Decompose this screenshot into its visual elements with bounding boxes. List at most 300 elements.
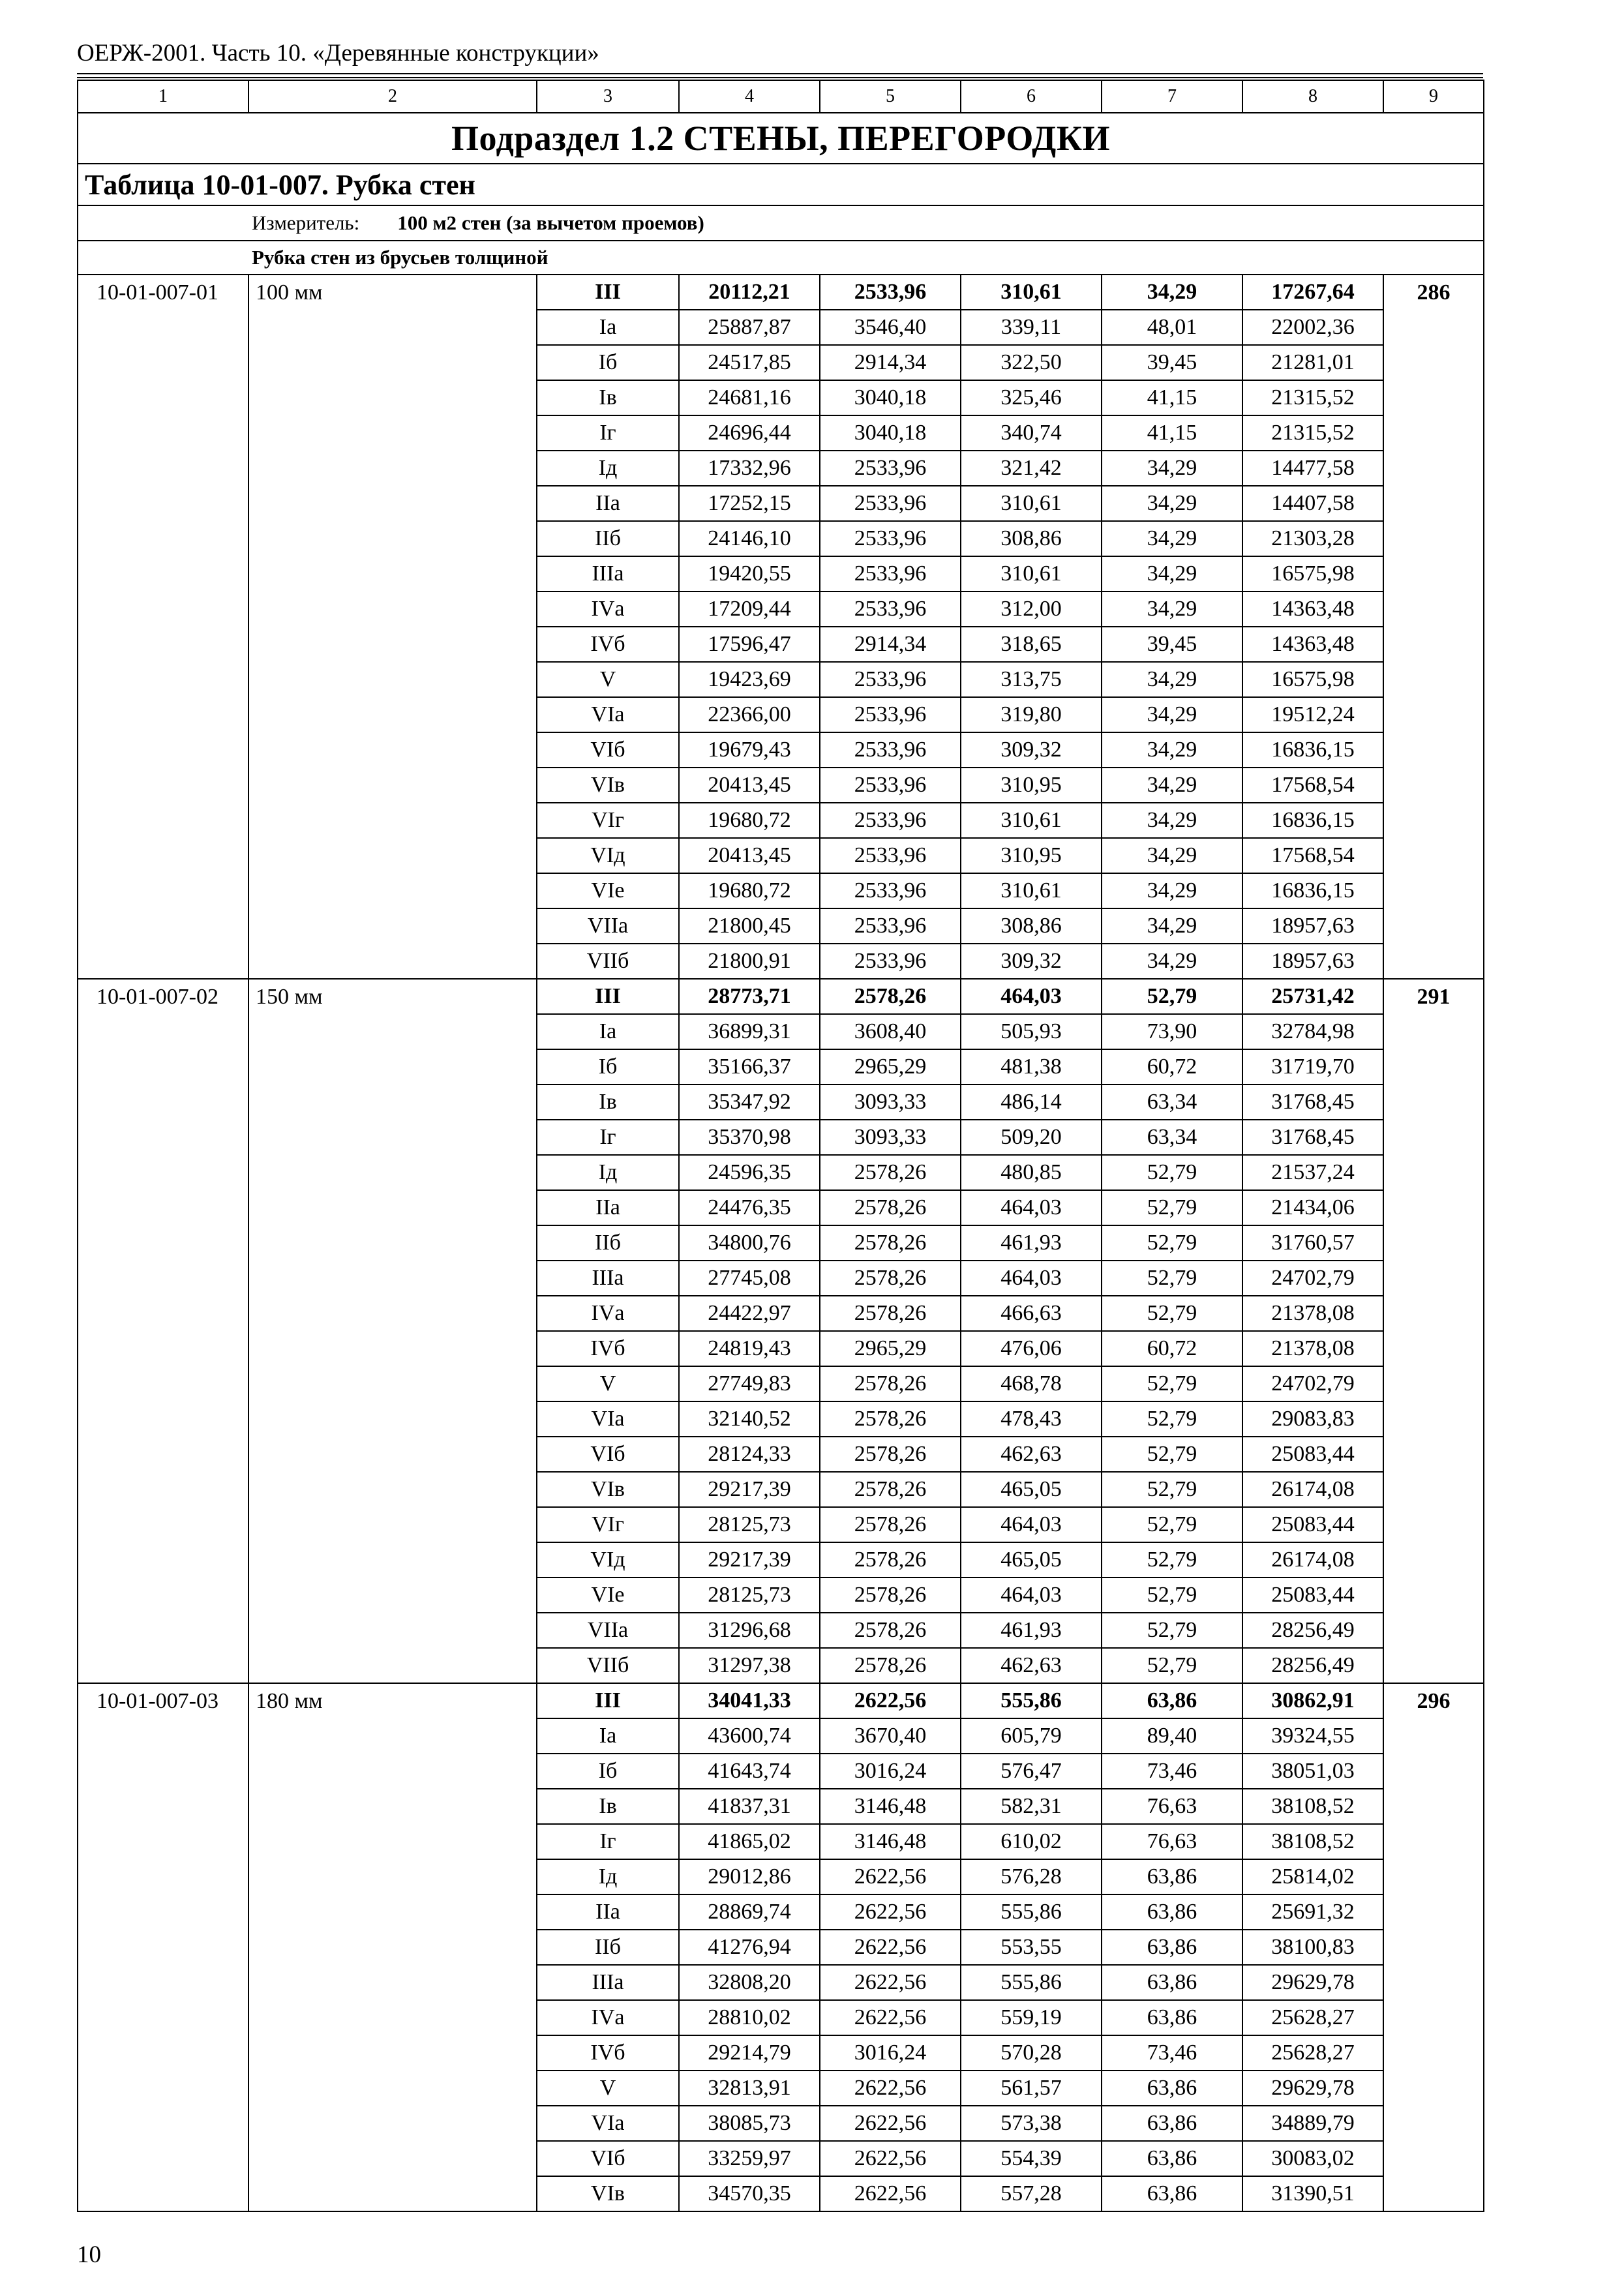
value-col8: 17568,54	[1242, 838, 1383, 873]
value-col4: 20413,45	[679, 768, 820, 803]
measure-row	[78, 205, 1484, 241]
value-col8: 25628,27	[1242, 2000, 1383, 2035]
zone-label: Iг	[537, 1120, 679, 1155]
beam-thickness: 100 мм	[248, 275, 537, 979]
value-col6: 476,06	[961, 1331, 1102, 1366]
value-col7: 34,29	[1102, 803, 1242, 838]
value-col8: 25083,44	[1242, 1507, 1383, 1542]
value-col7: 34,29	[1102, 697, 1242, 732]
value-col6: 310,61	[961, 803, 1102, 838]
zone-label: VIв	[537, 1472, 679, 1507]
value-col7: 73,90	[1102, 1014, 1242, 1049]
zone-label: VIд	[537, 1542, 679, 1578]
value-col8: 16575,98	[1242, 556, 1383, 591]
zone-label: IVа	[537, 1296, 679, 1331]
table-row	[78, 979, 1484, 1014]
value-col6: 462,63	[961, 1648, 1102, 1683]
value-col5: 3670,40	[820, 1718, 961, 1754]
value-col6: 310,95	[961, 838, 1102, 873]
value-col4: 19420,55	[679, 556, 820, 591]
value-col7: 52,79	[1102, 1613, 1242, 1648]
table-row	[78, 1683, 1484, 1718]
subheading: Рубка стен из брусьев толщиной	[78, 241, 1484, 275]
value-col5: 2914,34	[820, 345, 961, 380]
zone-label: VIа	[537, 697, 679, 732]
value-col8: 31719,70	[1242, 1049, 1383, 1085]
value-col5: 2578,26	[820, 1225, 961, 1261]
value-col6: 576,28	[961, 1859, 1102, 1894]
value-col6: 486,14	[961, 1085, 1102, 1120]
value-col8: 29629,78	[1242, 2071, 1383, 2106]
value-col6: 505,93	[961, 1014, 1102, 1049]
value-col5: 2622,56	[820, 2071, 961, 2106]
value-col6: 576,47	[961, 1754, 1102, 1789]
value-col8: 17568,54	[1242, 768, 1383, 803]
zone-label: VIIа	[537, 908, 679, 944]
zone-label: III	[537, 979, 679, 1014]
value-col5: 2578,26	[820, 1437, 961, 1472]
value-col6: 464,03	[961, 1578, 1102, 1613]
value-col7: 34,29	[1102, 591, 1242, 627]
value-col5: 3146,48	[820, 1824, 961, 1859]
zone-label: Iа	[537, 310, 679, 345]
value-col4: 24819,43	[679, 1331, 820, 1366]
value-col6: 339,11	[961, 310, 1102, 345]
value-col8: 21537,24	[1242, 1155, 1383, 1190]
value-col7: 34,29	[1102, 662, 1242, 697]
value-col4: 28125,73	[679, 1578, 820, 1613]
value-col6: 322,50	[961, 345, 1102, 380]
value-col8: 31390,51	[1242, 2176, 1383, 2211]
value-col4: 25887,87	[679, 310, 820, 345]
beam-thickness: 150 мм	[248, 979, 537, 1683]
zone-label: III	[537, 1683, 679, 1718]
value-col8: 14363,48	[1242, 591, 1383, 627]
column-number: 8	[1242, 80, 1383, 113]
zone-label: V	[537, 662, 679, 697]
value-col6: 464,03	[961, 1190, 1102, 1225]
value-col6: 481,38	[961, 1049, 1102, 1085]
value-col5: 2965,29	[820, 1331, 961, 1366]
value-col4: 32813,91	[679, 2071, 820, 2106]
value-col7: 34,29	[1102, 908, 1242, 944]
value-col7: 41,15	[1102, 380, 1242, 415]
value-col7: 63,86	[1102, 1894, 1242, 1930]
zone-label: VIг	[537, 803, 679, 838]
value-col6: 464,03	[961, 1507, 1102, 1542]
value-col4: 34800,76	[679, 1225, 820, 1261]
value-col4: 24146,10	[679, 521, 820, 556]
value-col7: 34,29	[1102, 275, 1242, 310]
column-number: 9	[1383, 80, 1484, 113]
value-col7: 52,79	[1102, 1472, 1242, 1507]
section-title-row	[78, 113, 1484, 164]
column-number-row	[78, 80, 1484, 113]
value-col7: 63,86	[1102, 2000, 1242, 2035]
value-col6: 340,74	[961, 415, 1102, 451]
value-col4: 35370,98	[679, 1120, 820, 1155]
value-col7: 52,79	[1102, 979, 1242, 1014]
value-col6: 570,28	[961, 2035, 1102, 2071]
value-col4: 38085,73	[679, 2106, 820, 2141]
value-col7: 34,29	[1102, 556, 1242, 591]
zone-label: Iд	[537, 1155, 679, 1190]
value-col4: 32808,20	[679, 1965, 820, 2000]
zone-label: VIб	[537, 2141, 679, 2176]
zone-label: IIб	[537, 521, 679, 556]
value-col4: 28810,02	[679, 2000, 820, 2035]
value-col4: 41276,94	[679, 1930, 820, 1965]
rate-code: 10-01-007-01	[78, 275, 248, 979]
value-col8: 22002,36	[1242, 310, 1383, 345]
column-number: 2	[248, 80, 537, 113]
value-col6: 308,86	[961, 908, 1102, 944]
value-col5: 2533,96	[820, 591, 961, 627]
value-col8: 26174,08	[1242, 1542, 1383, 1578]
value-col6: 461,93	[961, 1225, 1102, 1261]
zone-label: VIг	[537, 1507, 679, 1542]
value-col8: 32784,98	[1242, 1014, 1383, 1049]
column-number: 7	[1102, 80, 1242, 113]
value-col8: 24702,79	[1242, 1366, 1383, 1401]
value-col4: 43600,74	[679, 1718, 820, 1754]
value-col5: 2533,96	[820, 275, 961, 310]
value-col7: 63,86	[1102, 2106, 1242, 2141]
zone-label: Iд	[537, 1859, 679, 1894]
value-col6: 509,20	[961, 1120, 1102, 1155]
zone-label: IVа	[537, 2000, 679, 2035]
value-col6: 465,05	[961, 1472, 1102, 1507]
value-col4: 28125,73	[679, 1507, 820, 1542]
value-col8: 30862,91	[1242, 1683, 1383, 1718]
value-col4: 35166,37	[679, 1049, 820, 1085]
value-col4: 33259,97	[679, 2141, 820, 2176]
zone-label: IIIа	[537, 1965, 679, 2000]
value-col7: 34,29	[1102, 768, 1242, 803]
zone-label: Iб	[537, 1049, 679, 1085]
value-col5: 2533,96	[820, 944, 961, 979]
value-col6: 554,39	[961, 2141, 1102, 2176]
value-col8: 25691,32	[1242, 1894, 1383, 1930]
beam-thickness: 180 мм	[248, 1683, 537, 2211]
value-col6: 461,93	[961, 1613, 1102, 1648]
document-header-title: ОЕРЖ-2001. Часть 10. «Деревянные конструкции»	[77, 40, 599, 67]
value-col8: 24702,79	[1242, 1261, 1383, 1296]
zone-label: Iв	[537, 1789, 679, 1824]
value-col4: 21800,91	[679, 944, 820, 979]
zone-label: IVа	[537, 591, 679, 627]
value-col8: 21315,52	[1242, 380, 1383, 415]
value-col5: 2578,26	[820, 1296, 961, 1331]
value-col6: 561,57	[961, 2071, 1102, 2106]
value-col5: 3040,18	[820, 380, 961, 415]
value-col7: 52,79	[1102, 1437, 1242, 1472]
page-number: 10	[77, 2241, 101, 2268]
value-col7: 63,86	[1102, 1859, 1242, 1894]
value-col8: 14407,58	[1242, 486, 1383, 521]
value-col4: 20413,45	[679, 838, 820, 873]
header-rule	[77, 73, 1483, 74]
value-col8: 38100,83	[1242, 1930, 1383, 1965]
value-col4: 17252,15	[679, 486, 820, 521]
value-col4: 41865,02	[679, 1824, 820, 1859]
value-col6: 555,86	[961, 1894, 1102, 1930]
value-col7: 41,15	[1102, 415, 1242, 451]
value-col8: 31768,45	[1242, 1085, 1383, 1120]
value-col6: 321,42	[961, 451, 1102, 486]
value-col8: 21434,06	[1242, 1190, 1383, 1225]
value-col4: 19423,69	[679, 662, 820, 697]
zone-label: VIIб	[537, 1648, 679, 1683]
zone-label: IIIа	[537, 556, 679, 591]
value-col6: 466,63	[961, 1296, 1102, 1331]
value-col7: 52,79	[1102, 1296, 1242, 1331]
zone-label: IIб	[537, 1930, 679, 1965]
value-col7: 39,45	[1102, 627, 1242, 662]
header-rule-secondary	[77, 77, 1483, 78]
value-col5: 3093,33	[820, 1085, 961, 1120]
value-col5: 2578,26	[820, 1472, 961, 1507]
value-col8: 25814,02	[1242, 1859, 1383, 1894]
value-col5: 2533,96	[820, 873, 961, 908]
zone-label: Iд	[537, 451, 679, 486]
value-col5: 2622,56	[820, 2000, 961, 2035]
zone-label: VIб	[537, 732, 679, 768]
value-col4: 24696,44	[679, 415, 820, 451]
table-title: Таблица 10-01-007. Рубка стен	[78, 164, 1484, 205]
value-col5: 2533,96	[820, 451, 961, 486]
value-col7: 76,63	[1102, 1824, 1242, 1859]
value-col4: 21800,45	[679, 908, 820, 944]
value-col5: 2578,26	[820, 1155, 961, 1190]
column-number: 4	[679, 80, 820, 113]
zone-label: IIа	[537, 1190, 679, 1225]
value-col8: 31768,45	[1242, 1120, 1383, 1155]
zone-label: Iб	[537, 345, 679, 380]
value-col4: 24422,97	[679, 1296, 820, 1331]
value-col5: 2578,26	[820, 1366, 961, 1401]
rate-code: 10-01-007-02	[78, 979, 248, 1683]
value-col4: 19680,72	[679, 873, 820, 908]
value-col5: 2622,56	[820, 1894, 961, 1930]
zone-label: VIе	[537, 1578, 679, 1613]
value-col4: 24476,35	[679, 1190, 820, 1225]
value-col8: 29083,83	[1242, 1401, 1383, 1437]
value-col5: 2622,56	[820, 1965, 961, 2000]
value-col6: 480,85	[961, 1155, 1102, 1190]
zone-label: VIд	[537, 838, 679, 873]
value-col4: 17596,47	[679, 627, 820, 662]
value-col4: 19679,43	[679, 732, 820, 768]
value-col8: 28256,49	[1242, 1613, 1383, 1648]
value-col5: 2578,26	[820, 1401, 961, 1437]
value-col5: 2533,96	[820, 662, 961, 697]
value-col4: 31296,68	[679, 1613, 820, 1648]
value-col7: 52,79	[1102, 1155, 1242, 1190]
value-col7: 63,86	[1102, 1965, 1242, 2000]
measure-value: 100 м2 стен (за вычетом проемов)	[397, 211, 704, 234]
table-title-row	[78, 164, 1484, 205]
value-col7: 34,29	[1102, 451, 1242, 486]
value-col7: 60,72	[1102, 1049, 1242, 1085]
zone-label: V	[537, 1366, 679, 1401]
value-col6: 468,78	[961, 1366, 1102, 1401]
value-col4: 32140,52	[679, 1401, 820, 1437]
zone-label: VIе	[537, 873, 679, 908]
value-col6: 308,86	[961, 521, 1102, 556]
value-col8: 21303,28	[1242, 521, 1383, 556]
zone-label: IVб	[537, 1331, 679, 1366]
section-title: Подраздел 1.2 СТЕНЫ, ПЕРЕГОРОДКИ	[78, 113, 1484, 164]
value-col6: 465,05	[961, 1542, 1102, 1578]
rates-table	[77, 80, 1484, 2212]
value-col5: 3608,40	[820, 1014, 961, 1049]
value-col8: 19512,24	[1242, 697, 1383, 732]
value-col5: 2578,26	[820, 1261, 961, 1296]
zone-label: Iа	[537, 1014, 679, 1049]
value-col5: 2578,26	[820, 1190, 961, 1225]
value-col6: 309,32	[961, 944, 1102, 979]
value-col4: 17209,44	[679, 591, 820, 627]
zone-label: Iв	[537, 1085, 679, 1120]
value-col6: 318,65	[961, 627, 1102, 662]
column-number: 5	[820, 80, 961, 113]
value-col4: 41643,74	[679, 1754, 820, 1789]
value-col4: 27749,83	[679, 1366, 820, 1401]
value-col8: 39324,55	[1242, 1718, 1383, 1754]
zone-label: IIIа	[537, 1261, 679, 1296]
value-col6: 464,03	[961, 1261, 1102, 1296]
value-col7: 34,29	[1102, 838, 1242, 873]
value-col6: 573,38	[961, 2106, 1102, 2141]
value-col5: 2578,26	[820, 1542, 961, 1578]
value-col8: 21378,08	[1242, 1331, 1383, 1366]
value-col8: 25731,42	[1242, 979, 1383, 1014]
value-col6: 559,19	[961, 2000, 1102, 2035]
zone-label: Iв	[537, 380, 679, 415]
value-col5: 2533,96	[820, 732, 961, 768]
value-col8: 16836,15	[1242, 732, 1383, 768]
column-number: 3	[537, 80, 679, 113]
value-col6: 553,55	[961, 1930, 1102, 1965]
value-col5: 2622,56	[820, 2141, 961, 2176]
zone-label: VIIа	[537, 1613, 679, 1648]
value-col5: 2533,96	[820, 486, 961, 521]
zone-label: VIIб	[537, 944, 679, 979]
value-col8: 16836,15	[1242, 873, 1383, 908]
value-col8: 26174,08	[1242, 1472, 1383, 1507]
value-col9: 296	[1383, 1683, 1484, 2211]
value-col8: 28256,49	[1242, 1648, 1383, 1683]
value-col7: 52,79	[1102, 1261, 1242, 1296]
column-number: 1	[78, 80, 248, 113]
zone-label: VIб	[537, 1437, 679, 1472]
value-col6: 309,32	[961, 732, 1102, 768]
value-col7: 63,34	[1102, 1085, 1242, 1120]
value-col5: 3093,33	[820, 1120, 961, 1155]
value-col6: 555,86	[961, 1683, 1102, 1718]
value-col5: 2578,26	[820, 979, 961, 1014]
value-col5: 2533,96	[820, 697, 961, 732]
value-col4: 36899,31	[679, 1014, 820, 1049]
value-col8: 18957,63	[1242, 908, 1383, 944]
rate-code: 10-01-007-03	[78, 1683, 248, 2211]
value-col4: 24681,16	[679, 380, 820, 415]
value-col5: 2622,56	[820, 1859, 961, 1894]
value-col8: 38051,03	[1242, 1754, 1383, 1789]
value-col4: 27745,08	[679, 1261, 820, 1296]
value-col8: 38108,52	[1242, 1789, 1383, 1824]
value-col7: 52,79	[1102, 1190, 1242, 1225]
zone-label: IVб	[537, 627, 679, 662]
value-col4: 34570,35	[679, 2176, 820, 2211]
zone-label: VIа	[537, 1401, 679, 1437]
zone-label: Iг	[537, 415, 679, 451]
zone-label: IIа	[537, 486, 679, 521]
value-col8: 38108,52	[1242, 1824, 1383, 1859]
value-col4: 29012,86	[679, 1859, 820, 1894]
value-col8: 25628,27	[1242, 2035, 1383, 2071]
value-col7: 89,40	[1102, 1718, 1242, 1754]
column-number: 6	[961, 80, 1102, 113]
value-col5: 3546,40	[820, 310, 961, 345]
value-col4: 22366,00	[679, 697, 820, 732]
value-col8: 29629,78	[1242, 1965, 1383, 2000]
value-col4: 19680,72	[679, 803, 820, 838]
value-col8: 21281,01	[1242, 345, 1383, 380]
value-col5: 3016,24	[820, 1754, 961, 1789]
value-col7: 63,86	[1102, 1683, 1242, 1718]
value-col5: 2622,56	[820, 2176, 961, 2211]
value-col5: 2533,96	[820, 803, 961, 838]
value-col4: 29214,79	[679, 2035, 820, 2071]
value-col4: 29217,39	[679, 1472, 820, 1507]
value-col6: 310,95	[961, 768, 1102, 803]
value-col6: 610,02	[961, 1824, 1102, 1859]
value-col7: 73,46	[1102, 1754, 1242, 1789]
value-col5: 2914,34	[820, 627, 961, 662]
value-col5: 2578,26	[820, 1578, 961, 1613]
value-col8: 30083,02	[1242, 2141, 1383, 2176]
value-col7: 60,72	[1102, 1331, 1242, 1366]
value-col4: 20112,21	[679, 275, 820, 310]
value-col5: 2622,56	[820, 1930, 961, 1965]
value-col6: 313,75	[961, 662, 1102, 697]
value-col7: 63,86	[1102, 2141, 1242, 2176]
value-col9: 286	[1383, 275, 1484, 979]
value-col6: 464,03	[961, 979, 1102, 1014]
value-col5: 3146,48	[820, 1789, 961, 1824]
value-col4: 41837,31	[679, 1789, 820, 1824]
zone-label: IIа	[537, 1894, 679, 1930]
value-col7: 63,86	[1102, 2176, 1242, 2211]
zone-label: V	[537, 2071, 679, 2106]
value-col5: 2622,56	[820, 2106, 961, 2141]
value-col8: 17267,64	[1242, 275, 1383, 310]
zone-label: VIв	[537, 768, 679, 803]
zone-label: III	[537, 275, 679, 310]
measure-cell	[78, 205, 1484, 241]
value-col8: 16575,98	[1242, 662, 1383, 697]
value-col5: 2533,96	[820, 521, 961, 556]
value-col7: 52,79	[1102, 1648, 1242, 1683]
value-col7: 34,29	[1102, 944, 1242, 979]
value-col5: 2578,26	[820, 1507, 961, 1542]
value-col8: 21378,08	[1242, 1296, 1383, 1331]
value-col4: 34041,33	[679, 1683, 820, 1718]
value-col6: 605,79	[961, 1718, 1102, 1754]
value-col5: 2533,96	[820, 556, 961, 591]
